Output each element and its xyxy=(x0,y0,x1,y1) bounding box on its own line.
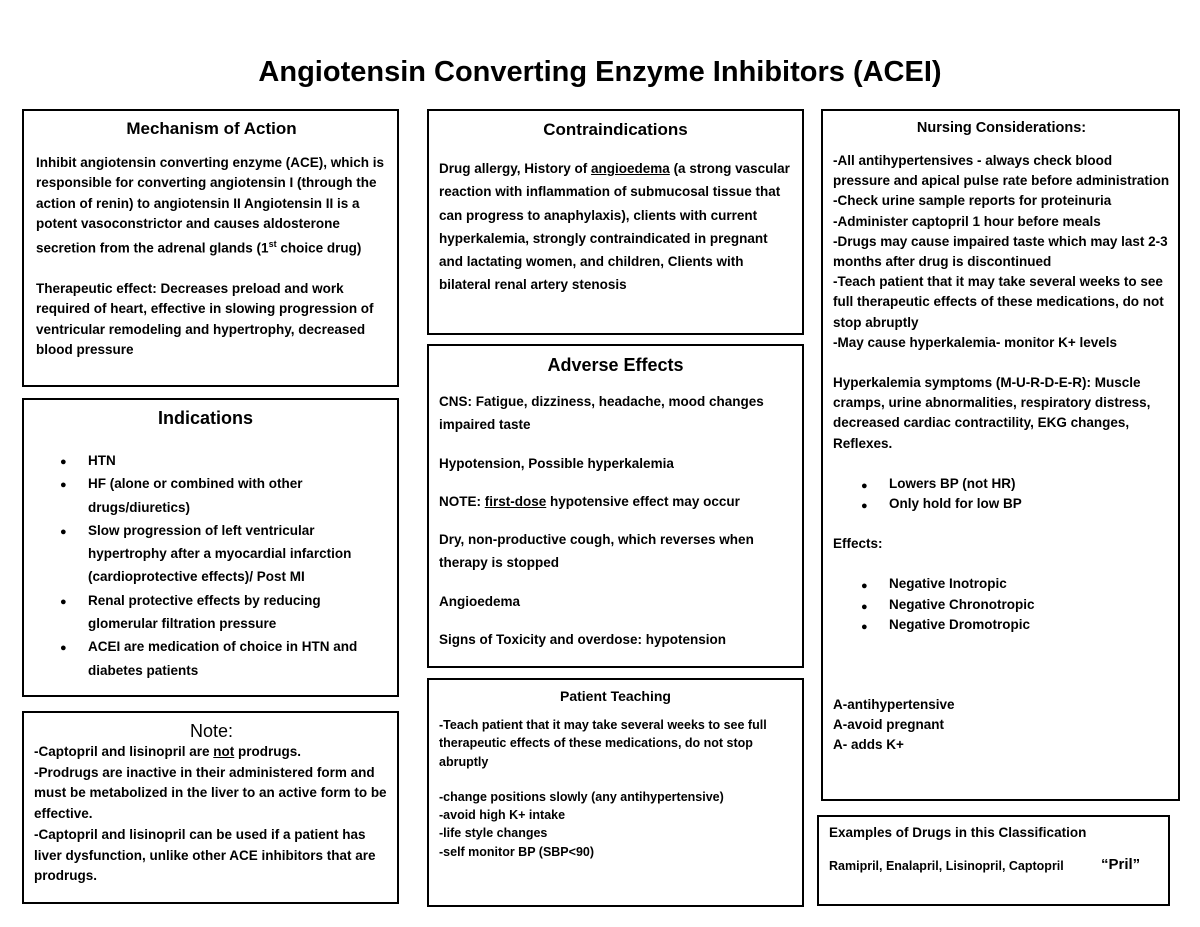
nursing-line: -May cause hyperkalemia- monitor K+ levels xyxy=(833,334,1117,350)
teaching-line: -change positions slowly (any antihypertensive) xyxy=(439,789,724,804)
adverse-note xyxy=(439,490,792,513)
mechanism-box xyxy=(22,109,399,387)
nursing-box xyxy=(821,109,1180,801)
adverse-hypotension: Hypotension, Possible hyperkalemia xyxy=(439,455,674,471)
adverse-cns: CNS: Fatigue, dizziness, headache, mood changes impaired taste xyxy=(439,394,764,433)
effect-item: ● Negative Dromotropic xyxy=(889,615,1170,635)
indication-item: ● HF (alone or combined with other drugs/diuretics) xyxy=(88,472,387,519)
examples-heading: Examples of Drugs in this Classification xyxy=(829,825,1087,840)
note-not: not xyxy=(213,744,235,759)
therapeutic-effect: Therapeutic effect: Decreases preload and work required of heart, effective in slowing progression of ventricular remodeling and hypertrophy, decreased blood pressure xyxy=(36,280,374,357)
contra-angioedema: angioedema xyxy=(591,161,670,176)
nursing-bullet: ● Lowers BP (not HR) xyxy=(889,474,1170,494)
effects-list xyxy=(833,574,1170,635)
nursing-line: -All antihypertensives - always check blood pressure and apical pulse rate before administration xyxy=(833,153,1170,189)
indications-list xyxy=(24,449,387,682)
note-line-1b: prodrugs. xyxy=(234,744,302,759)
mnemonic-line: A-antihypertensive xyxy=(833,697,955,713)
mechanism-heading: Mechanism of Action xyxy=(126,119,297,138)
teaching-p1: -Teach patient that it may take several weeks to see full therapeutic effects of these medications, do not stop abruptly xyxy=(439,718,767,769)
mnemonic-line: A- adds K+ xyxy=(833,737,904,753)
note-line-1a: -Captopril and lisinopril are xyxy=(34,744,214,759)
adverse-note-a: NOTE: xyxy=(439,493,485,509)
mechanism-sup: st xyxy=(268,239,277,250)
nursing-heading: Nursing Considerations: xyxy=(916,120,1087,136)
nursing-bullets xyxy=(833,474,1170,514)
indications-heading: Indications xyxy=(157,408,253,428)
nursing-line: -Check urine sample reports for proteinuria xyxy=(833,193,1112,209)
contra-text-a: Drug allergy, History of xyxy=(439,161,592,176)
nursing-line: -Teach patient that it may take several weeks to see full therapeutic effects of these medications, do not stop abruptly xyxy=(833,274,1164,330)
effects-label: Effects: xyxy=(833,536,883,552)
note-heading: Note: xyxy=(189,721,234,741)
teaching-line: -avoid high K+ intake xyxy=(439,808,566,823)
hyperkalemia-symptoms: Hyperkalemia symptoms (M-U-R-D-E-R): Muscle cramps, urine abnormalities, respiratory distress, decreased cardiac contractility, EKG changes, Reflexes. xyxy=(833,375,1151,451)
adverse-angioedema: Angioedema xyxy=(439,593,521,609)
note-box xyxy=(22,711,399,904)
adverse-first-dose: first-dose xyxy=(484,493,547,509)
mnemonic xyxy=(833,695,1170,756)
note-line-3: -Captopril and lisinopril can be used if a patient has liver dysfunction, unlike other ACE inhibitors that are prodrugs. xyxy=(34,826,376,884)
page-title: Angiotensin Converting Enzyme Inhibitors (ACEI) xyxy=(258,56,942,88)
indications-box xyxy=(22,398,399,697)
teaching-heading: Patient Teaching xyxy=(560,688,671,704)
contra-text-b: (a strong vascular reaction with inflammation of submucosal tissue that can progress to anaphylaxis), clients with current hyperkalemia, strongly contraindicated in pregnant and lactating women, and children, Clients with bilateral renal artery stenosis xyxy=(439,161,790,293)
contraindications-heading: Contraindications xyxy=(543,120,688,139)
teaching-line: -life style changes xyxy=(439,826,548,841)
examples-drugs: Ramipril, Enalapril, Lisinopril, Captopril xyxy=(829,859,1064,873)
examples-box xyxy=(817,815,1170,906)
effect-item: ● Negative Chronotropic xyxy=(889,595,1170,615)
adverse-cough: Dry, non-productive cough, which reverses when therapy is stopped xyxy=(439,532,754,571)
mechanism-text xyxy=(36,153,387,259)
nursing-line: -Drugs may cause impaired taste which may last 2-3 months after drug is discontinued xyxy=(833,233,1168,270)
effect-item: ● Negative Inotropic xyxy=(889,574,1170,594)
mechanism-text-a: Inhibit angiotensin converting enzyme (ACE), which is responsible for converting angiotensin I (through the action of renin) to angiotensin II Angiotensin II is a potent vasoconstrictor and causes aldosterone secretion from the adrenal glands (1 xyxy=(36,155,385,256)
mnemonic-line: A-avoid pregnant xyxy=(833,717,945,733)
indication-item: ● HTN xyxy=(88,449,387,472)
contraindications-text xyxy=(439,157,792,297)
adverse-effects-box xyxy=(427,344,804,668)
adverse-heading: Adverse Effects xyxy=(547,355,684,375)
note-line-2: -Prodrugs are inactive in their administered form and must be metabolized in the liver to an active form to be effective. xyxy=(34,764,387,822)
pril-suffix: “Pril” xyxy=(1101,856,1141,873)
patient-teaching-box xyxy=(427,678,804,907)
indication-item: ● ACEI are medication of choice in HTN and diabetes patients xyxy=(88,635,387,682)
adverse-note-b: hypotensive effect may occur xyxy=(546,493,740,509)
mechanism-text-b: choice drug) xyxy=(276,240,362,256)
contraindications-box xyxy=(427,109,804,335)
adverse-toxicity: Signs of Toxicity and overdose: hypotension xyxy=(439,632,727,648)
nursing-line: -Administer captopril 1 hour before meals xyxy=(833,213,1101,229)
nursing-bullet: ● Only hold for low BP xyxy=(889,494,1170,514)
indication-item: ● Renal protective effects by reducing glomerular filtration pressure xyxy=(88,589,387,636)
teaching-line: -self monitor BP (SBP<90) xyxy=(439,844,595,859)
note-line-1 xyxy=(34,742,389,763)
indication-item: ● Slow progression of left ventricular hypertrophy after a myocardial infarction (cardioprotective effects)/ Post MI xyxy=(88,519,387,589)
